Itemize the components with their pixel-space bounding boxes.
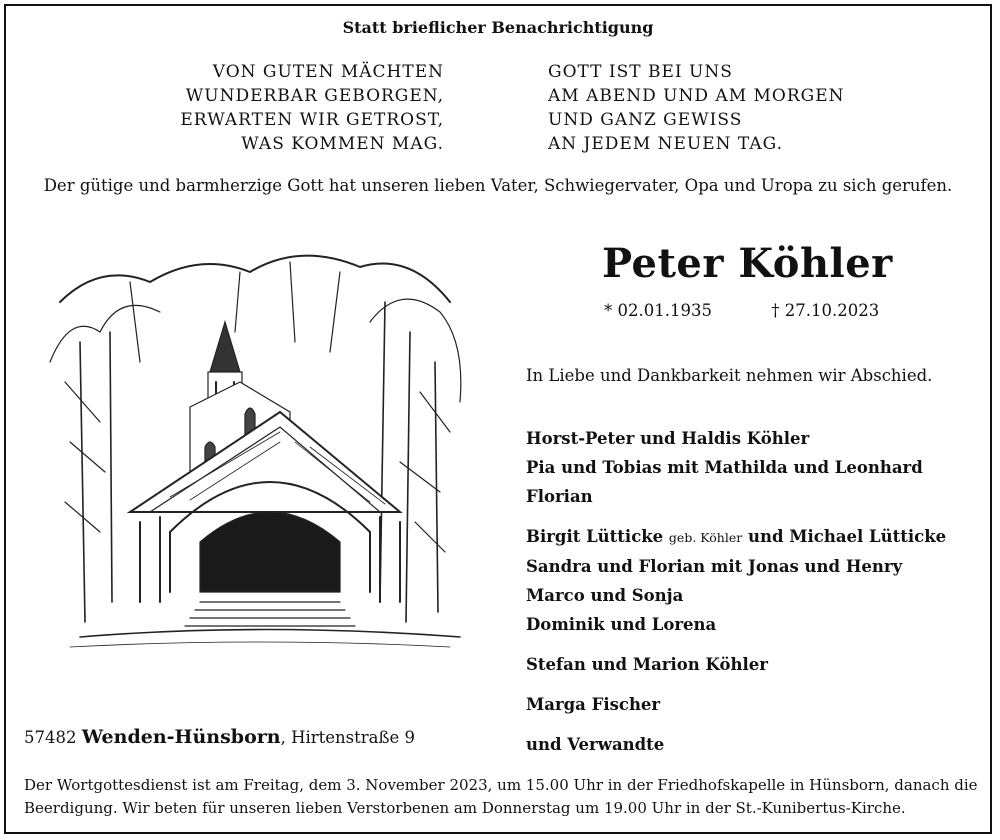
mourner-line: Marga Fischer: [526, 695, 661, 714]
chapel-drawing: [40, 242, 472, 656]
verse-line: AM ABEND UND AM MORGEN: [548, 86, 845, 106]
verse-line: AN JEDEM NEUEN TAG.: [548, 134, 783, 154]
mourner-line: Pia und Tobias mit Mathilda und Leonhard: [526, 458, 923, 477]
mourner-line: [526, 522, 946, 552]
mourner-line: Sandra und Florian mit Jonas und Henry: [526, 557, 903, 576]
death-date: † 27.10.2023: [771, 301, 880, 320]
maiden-name-note: geb. Köhler: [668, 530, 743, 545]
verse-line: GOTT IST BEI UNS: [548, 62, 733, 82]
verse-left: [180, 60, 444, 156]
mourner-name: und Michael Lütticke: [747, 527, 947, 546]
life-dates: [604, 301, 879, 320]
verse-right: [548, 60, 845, 156]
birth-date: * 02.01.1935: [604, 301, 712, 320]
mourners-list: [526, 424, 946, 759]
city: Wenden-Hünsborn: [81, 726, 281, 748]
mourner-line: und Verwandte: [526, 735, 665, 754]
deceased-name: Peter Köhler: [602, 240, 893, 287]
street: , Hirtenstraße 9: [280, 728, 415, 747]
verse-line: VON GUTEN MÄCHTEN: [212, 62, 444, 82]
verse-line: WAS KOMMEN MAG.: [241, 134, 444, 154]
verse-line: UND GANZ GEWISS: [548, 110, 743, 130]
mourner-line: Horst-Peter und Haldis Köhler: [526, 429, 810, 448]
mourner-line: Dominik und Lorena: [526, 615, 717, 634]
farewell-text: In Liebe und Dankbarkeit nehmen wir Abschied.: [526, 366, 933, 385]
verse-line: ERWARTEN WIR GETROST,: [180, 110, 444, 130]
zip-code: 57482: [24, 728, 77, 747]
notice-heading: Statt brieflicher Benachrichtigung: [342, 18, 654, 37]
verse-line: WUNDERBAR GEBORGEN,: [185, 86, 444, 106]
obituary-notice: [4, 4, 992, 834]
intro-text: Der gütige und barmherzige Gott hat unseren lieben Vater, Schwiegervater, Opa und Uropa zu sich gerufen.: [43, 176, 953, 195]
mourner-name: Birgit Lütticke: [526, 527, 664, 546]
mourner-line: Marco und Sonja: [526, 586, 684, 605]
address: [24, 726, 415, 748]
service-info: Der Wortgottesdienst ist am Freitag, dem 3. November 2023, um 15.00 Uhr in der Friedhofskapelle in Hünsborn, danach die Beerdigung. Wir beten für unseren lieben Verstorbenen am Donnerstag um 19.00 Uhr in der St.-Kunibertus-Kirche.: [24, 776, 978, 817]
mourner-line: Florian: [526, 487, 593, 506]
mourner-line: Stefan und Marion Köhler: [526, 655, 768, 674]
